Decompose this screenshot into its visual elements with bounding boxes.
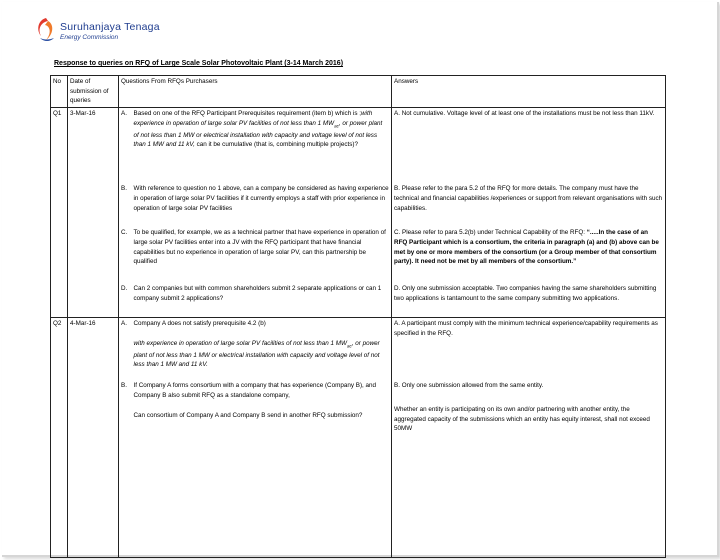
question-letter: D. (119, 283, 132, 318)
question-text: Can 2 companies but with common shareholders submit 2 separate applications or can 1 company submit 2 applications? (132, 283, 392, 318)
question-letter: C. (119, 227, 132, 283)
question-italic: with experience in operation of large solar PV facilities of not less than 1 MW (133, 110, 373, 127)
question-text (132, 380, 392, 558)
answer-second: Whether an entity is participating on its own and/or partnering with another entity, the aggregated capacity of the submissions which an entity has equity interest, shall not exceed 50MW (394, 405, 650, 433)
header-answers: Answers (392, 76, 666, 108)
row-date: 4-Mar-16 (68, 318, 119, 558)
answer-text (392, 227, 666, 283)
header-questions: Questions From RFQs Purchasers (119, 76, 392, 108)
question-italic: , or power plant of not less than 1 MW or electrical installation with capacity and voltage level of not less than 1 MW and 11 kV, (133, 119, 383, 149)
question-second: Can consortium of Company A and Company B send in another RFQ submission? (133, 411, 363, 419)
table-row (51, 380, 666, 558)
answer-text: B. Please refer to the para 5.2 of the RFQ for more details. The company must have the technical and financial capabilities /experiences or support from relevant organisations with such capabilities. (392, 178, 666, 227)
question-lead: Based on one of the RFQ Participant Prerequisites requirement (item b) which is ; (133, 110, 361, 118)
table-row (51, 178, 666, 227)
row-date: 3-Mar-16 (68, 108, 119, 318)
queries-table (50, 75, 666, 558)
answer-text: A. A participant must comply with the minimum technical experience/capability requirements as specified in the RFQ. (392, 318, 666, 381)
answer-quote: “.....In the case of an RFQ Participant which is a consortium, the criteria in paragraph (a) and (b) above can be met by one or more members of the consortium (or a Group member of that consortium party). It need not be met by all members of the consortium.” (394, 229, 659, 266)
table-row (51, 108, 666, 179)
question-italic: , or power plant of not less than 1 MW or electrical installation with capacity and voltage level of not less than 1 MW and 11 kV. (133, 339, 380, 369)
logo-subtitle: Energy Commission (60, 34, 119, 41)
document-title: Response to queries on RFQ of Large Scale Solar Photovoltaic Plant (3-14 March 2016) (54, 60, 344, 67)
question-subscript: ac (334, 123, 339, 129)
logo-name: Suruhanjaya Tenaga (60, 21, 160, 33)
table-header-row (51, 76, 666, 108)
question-letter: B. (119, 178, 132, 227)
header-no: No (51, 76, 68, 108)
question-lead: If Company A forms consortium with a company that has experience (Company B), and Company B also submit RFQ as a standalone company, (133, 382, 377, 399)
energy-commission-logo-icon (34, 16, 58, 46)
question-italic: with experience in operation of large solar PV facilities of not less than 1 MW (133, 339, 348, 347)
question-subscript: ac (347, 343, 352, 349)
header-date: Date of submission of queries (68, 76, 119, 108)
question-letter: A. (119, 318, 132, 381)
answer-lead: C. Please refer to para 5.2(b) under Technical Capability of the RFQ: (394, 229, 586, 237)
answer-text: A. Not cumulative. Voltage level of at least one of the installations must be not less than 11kV. (392, 108, 666, 179)
row-no: Q2 (51, 318, 68, 558)
question-text (132, 108, 392, 179)
answer-text: D. Only one submission acceptable. Two companies having the same shareholders submitting two applications is tantamount to the same company submitting two applications. (392, 283, 666, 318)
question-tail: can it be cumulative (that is, combining multiple projects)? (194, 141, 358, 149)
answer-lead: B. Only one submission allowed from the same entity. (394, 382, 544, 390)
row-no: Q1 (51, 108, 68, 318)
question-letter: B. (119, 380, 132, 558)
question-text (132, 318, 392, 381)
table-row (51, 283, 666, 318)
logo (34, 14, 234, 48)
answer-text (392, 380, 666, 558)
table-row (51, 318, 666, 381)
question-text: To be qualified, for example, we as a technical partner that have experience in operation of large solar PV facilities enter into a JV with the RFQ participant that have financial capabilities but no experience in operation of large solar PV, can this partnership be qualified (132, 227, 392, 283)
question-lead: Company A does not satisfy prerequisite 4.2 (b) (133, 320, 266, 328)
question-text: With reference to question no 1 above, can a company be considered as having experience in operation of large solar PV facilities if it currently employs a staff with prior experience in operation of large solar PV facilities (132, 178, 392, 227)
question-letter: A. (119, 108, 132, 179)
table-row (51, 227, 666, 283)
